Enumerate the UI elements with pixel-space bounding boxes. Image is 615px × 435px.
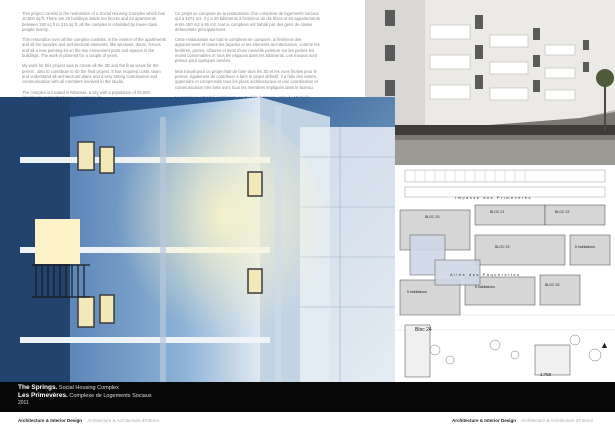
title-line-en [18,384,119,391]
text-fr-p2: Cette restauration sur tout le complexe se compose, à l'intérieur des appartements et toutes les façades et les éléments architecturaux, comme les fenêtres, portes, clôtures et avoir d'une nouvelle peinture sur les parties les moins convenables et tous les espaces dans les bâtiments. Les travaux sont prévus pour quelques années. [175,37,320,64]
plan-label-3: BLOC 22 [555,210,570,214]
text-fr-p3: Mon travail pour ce projet était de faire tous les 3D et les vues finales pour le permis, également de contribuer à faire le projet définitif. Il a fallu des visites, apprendre et comprendre tous les plans architecturaux et une coordination et communication très forte avec tous les membres impliqués dans le bureau. [175,68,318,90]
text-en-p2: This restoration over all the complex consists, in the interior of the apartments and all the facades and architectural elements, like windows, doors, fences and all a new painting kit on the two convenient parts and spaces in the buildings. The work is planned for a couple of years. [22,37,166,59]
footer-right-sub: Architecture & Architecture d'Interior [521,418,594,423]
footer-left [18,418,159,423]
text-en-p1: This project consist in the restoration of a Social Housing Complex which has 10,800 sq ft. There are 20 buildings inside ten blocks and 63 apartments between 150 sq ft to 215 sq ft, all the complex is inhabited by lower-class people mainly. [22,11,165,32]
title-band [0,382,615,412]
footer-left-main: Architecture & Interior Design [18,418,83,423]
title-desc-en: Social Housing Complex [58,385,119,391]
title-name-en: The Springs. [18,384,58,391]
plan-street-bottom: Allée des Pâquerettes [450,272,521,277]
plan-street-top: Impasse des Primevères [455,195,533,200]
plan-scale: 1:750 [540,372,552,377]
text-column-french [175,11,325,105]
plan-label-6: 5 habitations [475,285,495,289]
footer-right [452,418,593,423]
plan-label-5: BLOC 25 [545,283,560,287]
title-name-fr: Les Primevères. [18,392,68,399]
render-night-svg [0,97,395,382]
plan-label-1: BLOC 20 [425,215,440,219]
text-en-p4: The complex is located in Miramas, a city with a population of 25,000 [22,89,150,95]
site-plan [395,165,615,382]
text-column-english [22,11,168,105]
plan-label-2: BLOC 21 [490,210,505,214]
text-en-p3: My work for this project was to create all the 3D and the final views for the permit , also to contribute to do the final project. It has required costs, team and understand all architectural plans and a very strong coordination and communication with all members involved in the studio. [22,63,161,85]
plan-label-8: 6 habitations [575,245,595,249]
title-desc-fr: Complexe de Logements Sociaux [69,393,152,399]
render-daylight-view [365,0,615,165]
north-arrow-icon: ▲ [600,340,609,350]
text-fr-p1: Ce projet se compose de la restauration d'un complexe de logements sociaux qui a 4271 m2. Il y a 20 bâtiments à l'intérieur de dix blocs et 63 appartements entre 150 m2 à 65 m2, tout le complexe est habité par des gens de classe défavorisée principalement. [175,11,320,32]
footer-right-main: Architecture & Interior Design [452,418,517,423]
title-year: 2011 [18,400,29,406]
plan-label-4: BLOC 23 [495,245,510,249]
footer-left-sub: Architecture & Architecture d'Interior [87,418,160,423]
plan-bloc-label: Bloc 24 [415,327,432,333]
render-night-view [0,97,395,382]
render-daylight-svg [365,0,615,165]
plan-label-7: 5 habitations [407,290,427,294]
title-line-fr [18,392,152,399]
